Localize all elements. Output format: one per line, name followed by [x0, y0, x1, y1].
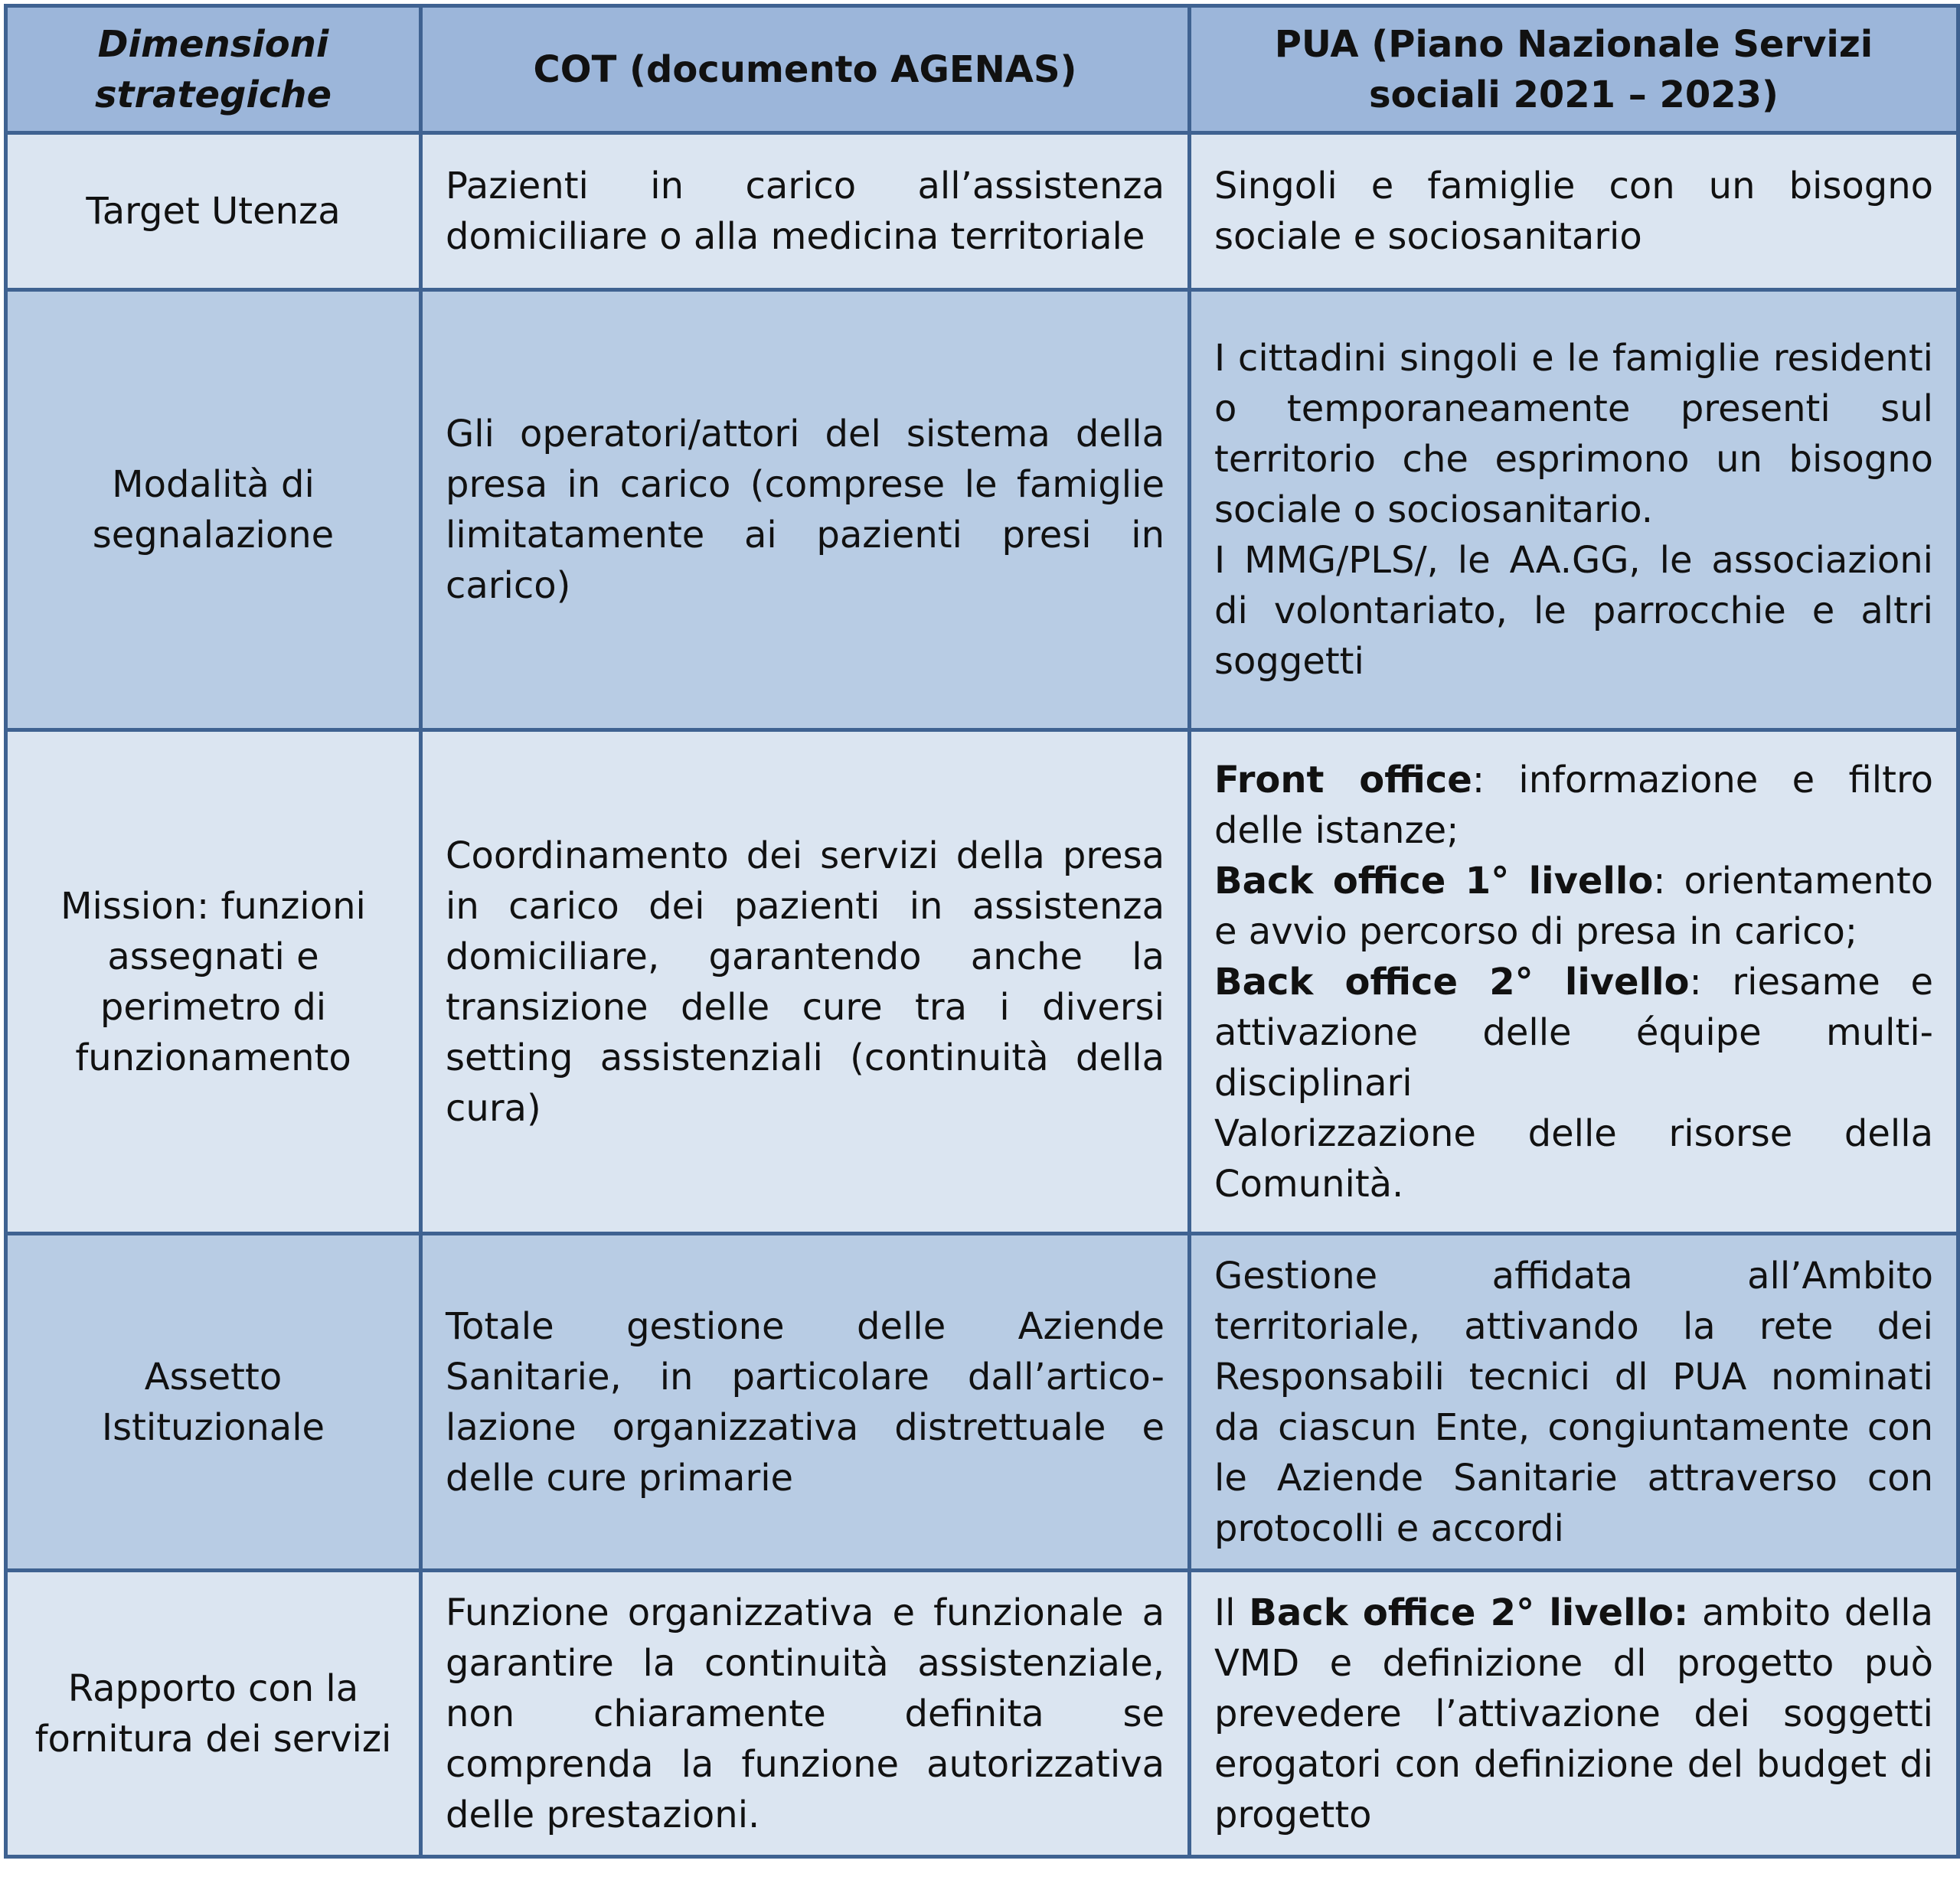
dimension-cell: Assetto Istituzionale: [6, 1234, 421, 1571]
cot-text: Totale gestione delle Aziende Sanitarie, in particolare dall’artico-lazione organizzativa distrettuale e delle cure primarie: [446, 1304, 1165, 1500]
pua-cell: [1190, 1234, 1958, 1571]
dimension-cell: Target Utenza: [6, 133, 421, 290]
cot-text: Gli operatori/attori del sistema della presa in carico (comprese le famiglie limitatamente ai pazienti presi in carico): [446, 413, 1165, 607]
cot-text: Coordinamento dei servizi della presa in carico dei pazienti in assistenza domiciliare, garantendo anche la transizione delle cure tra i diversi setting assistenziali (continuità della cura): [446, 834, 1165, 1130]
cot-cell: [421, 133, 1190, 290]
pua-line: [1214, 957, 1933, 1108]
pua-text: Gestione affidata all’Ambito territoriale, attivando la rete dei Responsabili tecnici dl PUA nominati da ciascun Ente, congiuntamente con le Aziende Sanitarie attraverso con protocolli e accordi: [1214, 1254, 1933, 1550]
dimension-cell: Mission: funzioni assegnati e perimetro di funzionamento: [6, 730, 421, 1234]
header-pua: PUA (Piano Nazionale Servizi sociali 2021 – 2023): [1190, 6, 1958, 133]
pua-line: Valorizzazione delle risorse della Comunità.: [1214, 1111, 1933, 1206]
cot-cell: [421, 730, 1190, 1234]
pua-cell: [1190, 290, 1958, 730]
pua-text: I MMG/PLS/, le AA.GG, le associazioni di volontariato, le parrocchie e altri soggetti: [1214, 539, 1933, 683]
pua-line: [1214, 856, 1933, 957]
pua-cell: [1190, 133, 1958, 290]
pua-cell: [1190, 730, 1958, 1234]
front-office-label: Front office: [1214, 758, 1472, 801]
pua-suffix: ambito della VMD e definizione dl progetto può prevedere l’attivazione dei soggetti erogatori con definizione del budget di progetto: [1214, 1591, 1934, 1836]
pua-prefix: Il: [1214, 1591, 1250, 1634]
table-row: [6, 1234, 1958, 1571]
cot-cell: [421, 290, 1190, 730]
cot-cell: [421, 1234, 1190, 1571]
table-row: [6, 1571, 1958, 1857]
cot-text: Funzione organizzativa e funzionale a garantire la continuità assistenziale, non chiaramente definita se comprenda la funzione autorizzativa delle prestazioni.: [446, 1591, 1165, 1836]
dimension-cell: Rapporto con la fornitura dei servizi: [6, 1571, 421, 1857]
dimension-cell: Modalità di segnalazione: [6, 290, 421, 730]
front-office-text: : informazione e filtro delle istanze;: [1214, 758, 1933, 852]
pua-text: Singoli e famiglie con un bisogno sociale e sociosanitario: [1214, 165, 1933, 258]
back-office-2-label: Back office 2° livello: [1214, 960, 1690, 1004]
pua-text: I cittadini singoli e le famiglie residenti o temporaneamente presenti sul territorio che esprimono un bisogno sociale o sociosanitario.: [1214, 337, 1933, 531]
pua-text: [1214, 1588, 1933, 1840]
back-office-1-label: Back office 1° livello: [1214, 859, 1654, 902]
table-row: [6, 290, 1958, 730]
back-office-1-text: : orientamento e avvio percorso di presa in carico;: [1214, 859, 1934, 953]
header-cot: COT (documento AGENAS): [421, 6, 1190, 133]
cot-text: Pazienti in carico all’assistenza domiciliare o alla medicina territoriale: [446, 165, 1165, 258]
pua-cell: [1190, 1571, 1958, 1857]
table-row: [6, 133, 1958, 290]
header-row: [6, 6, 1958, 133]
comparison-table: [4, 4, 1960, 1859]
pua-line: [1214, 755, 1933, 856]
back-office-2-text: : riesame e attivazione delle équipe multi-disciplinari: [1214, 960, 1934, 1105]
table-row: [6, 730, 1958, 1234]
back-office-2-label: Back office 2° livello:: [1249, 1591, 1689, 1634]
header-dimensions: Dimensioni strategiche: [6, 6, 421, 133]
cot-cell: [421, 1571, 1190, 1857]
